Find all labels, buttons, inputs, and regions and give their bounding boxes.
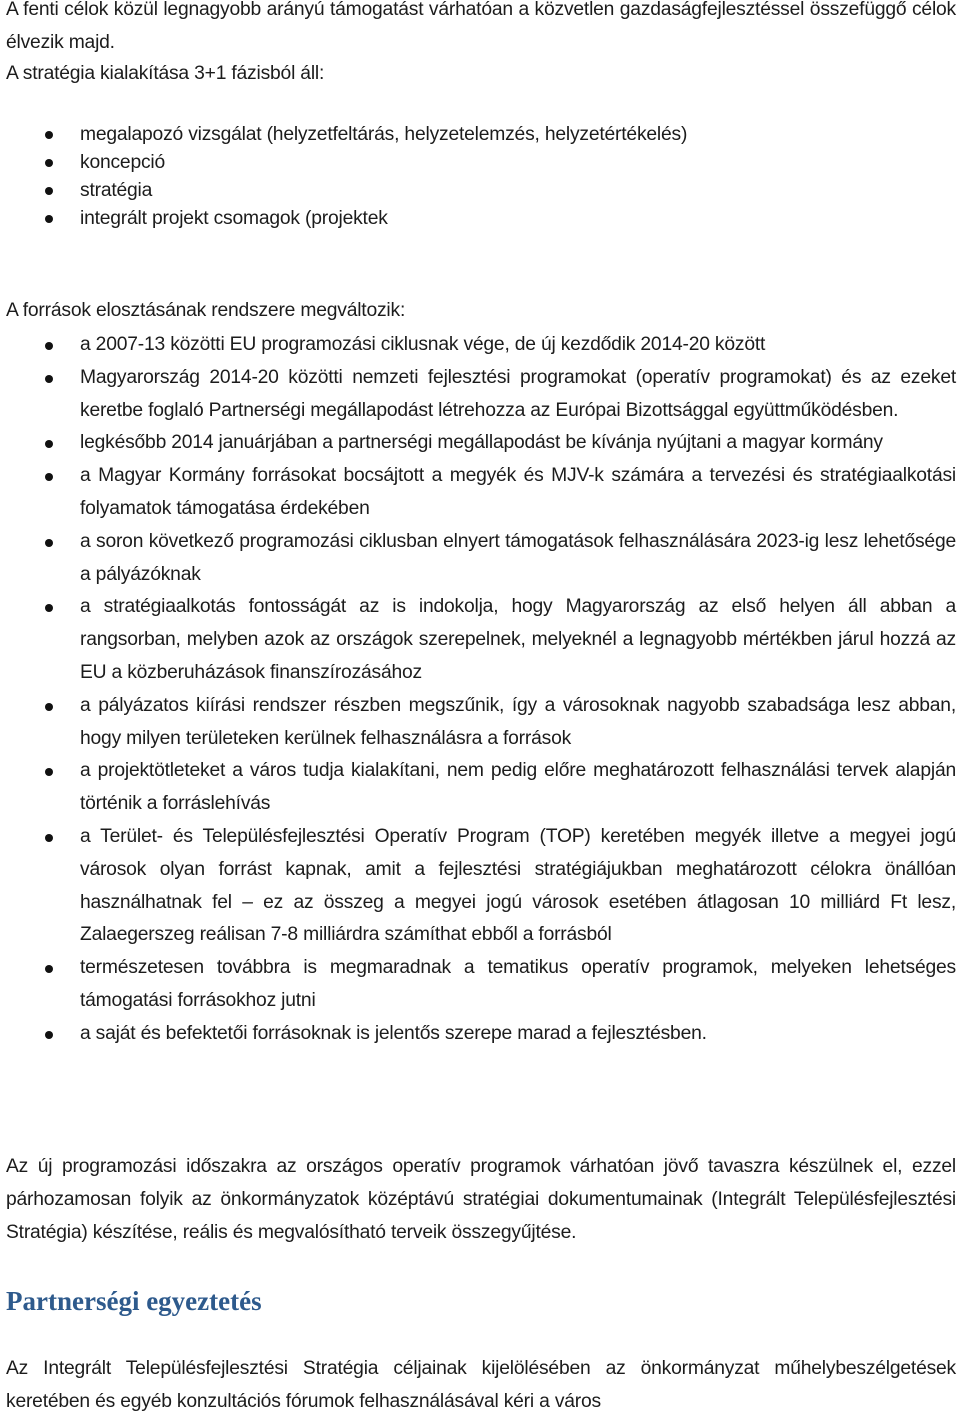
list-item: megalapozó vizsgálat (helyzetfeltárás, helyzetelemzés, helyzetértékelés): [0, 121, 960, 149]
list-item: a Magyar Kormány forrásokat bocsájtott a megyék és MJV-k számára a tervezési és stratégiaalkotási folyamatok támogatása érdekében: [0, 460, 956, 526]
bullet-icon: [45, 1031, 53, 1039]
bullet-icon: [45, 768, 53, 776]
bullet-icon: [45, 604, 53, 612]
bullet-icon: [45, 473, 53, 481]
bullet-icon: [45, 539, 53, 547]
bullet-icon: [45, 131, 53, 139]
bullet-icon: [45, 703, 53, 711]
list-item: a soron következő programozási ciklusban elnyert támogatások felhasználására 2023-ig lesz lehetősége a pályázóknak: [0, 526, 956, 592]
list-item: koncepció: [0, 149, 960, 177]
bullet-icon: [45, 215, 53, 223]
list-item: a pályázatos kiírási rendszer részben megszűnik, így a városoknak nagyobb szabadsága lesz abban, hogy milyen területeken kerülnek felhasználásra a források: [0, 690, 956, 756]
list-item: legkésőbb 2014 januárjában a partnerségi megállapodást be kívánja nyújtani a magyar kormány: [0, 427, 956, 460]
changes-intro: A források elosztásának rendszere megváltozik:: [6, 300, 406, 321]
closing-paragraph: Az új programozási időszakra az országos operatív programok várhatóan jövő tavaszra készülnek el, ezzel párhozamosan folyik az önkormányzatok középtávú stratégiai dokumentumainak (Integrált Településfejlesztési Stratégia) készítése, reális és megvalósítható terveik összegyűjtése.: [6, 1156, 956, 1243]
phases-list: [0, 121, 960, 233]
bullet-icon: [45, 440, 53, 448]
list-item: a saját és befektetői forrásoknak is jelentős szerepe marad a fejlesztésben.: [0, 1018, 956, 1051]
list-item: a projektötleteket a város tudja kialakítani, nem pedig előre meghatározott felhasználási tervek alapján történik a forráslehívás: [0, 755, 956, 821]
section-heading: Partnerségi egyeztetés: [6, 1286, 262, 1316]
intro-paragraph: A fenti célok közül legnagyobb arányú támogatást várhatóan a közvetlen gazdaságfejlesztéssel összefüggő célok élvezik majd.: [6, 0, 956, 53]
bullet-icon: [45, 342, 53, 350]
phases-intro: A stratégia kialakítása 3+1 fázisból áll:: [6, 63, 325, 84]
bullet-icon: [45, 159, 53, 167]
bullet-icon: [45, 834, 53, 842]
list-item: integrált projekt csomagok (projektek: [0, 205, 960, 233]
bullet-icon: [45, 187, 53, 195]
changes-list: [0, 329, 960, 1051]
list-item: a Terület- és Településfejlesztési Operatív Program (TOP) keretében megyék illetve a megyei jogú városok olyan forrást kapnak, amit a fejlesztési stratégiájukban meghatározott célokra önállóan használhatnak fel – ez az összeg a megyei jogú városok esetében átlagosan 10 milliárd Ft lesz, Zalaegerszeg reálisan 7-8 milliárdra számíthat ebből a forrásból: [0, 821, 956, 952]
list-item: a 2007-13 közötti EU programozási ciklusnak vége, de új kezdődik 2014-20 között: [0, 329, 956, 362]
list-item: stratégia: [0, 177, 960, 205]
list-item: természetesen továbbra is megmaradnak a tematikus operatív programok, melyeken lehetséges támogatási forrásokhoz jutni: [0, 952, 956, 1018]
list-item: a stratégiaalkotás fontosságát az is indokolja, hogy Magyarország az első helyen áll abban a rangsorban, melyben azok az országok szerepelnek, melyeknél a legnagyobb mértékben járul hozzá az EU a közberuházások finanszírozásához: [0, 591, 956, 689]
section-paragraph: Az Integrált Településfejlesztési Stratégia céljainak kijelölésében az önkormányzat műhelybeszélgetések keretében és egyéb konzultációs fórumok felhasználásával kéri a város: [6, 1358, 956, 1412]
bullet-icon: [45, 375, 53, 383]
list-item: Magyarország 2014-20 közötti nemzeti fejlesztési programokat (operatív programokat) és az ezeket keretbe foglaló Partnerségi megállapodást létrehozza az Európai Bizottsággal együttműködésben.: [0, 362, 956, 428]
bullet-icon: [45, 965, 53, 973]
